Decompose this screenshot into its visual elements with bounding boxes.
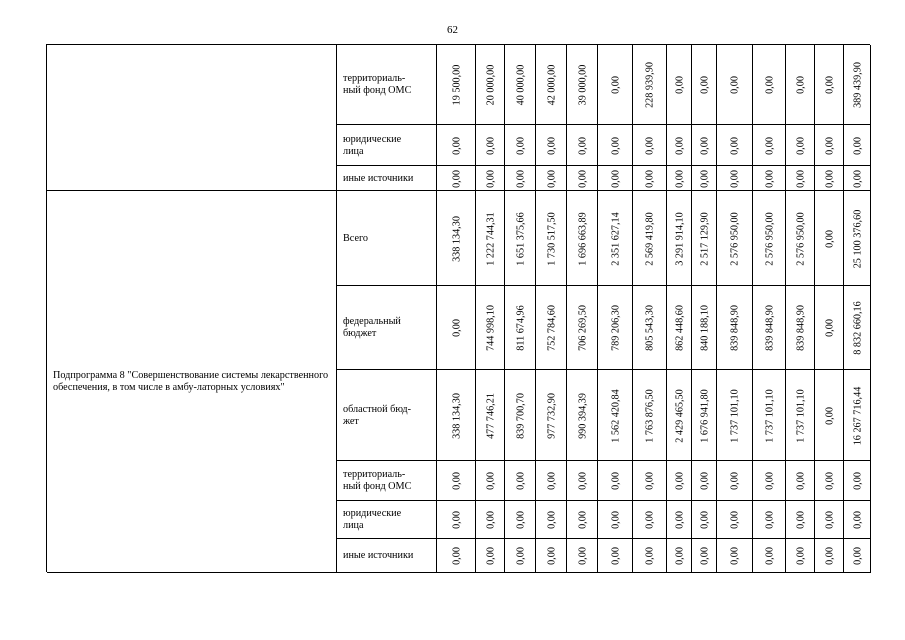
value-cell: 0,00 <box>699 136 710 155</box>
value-cell: 1 737 101,10 <box>795 388 806 443</box>
value-cell: 0,00 <box>795 136 806 155</box>
value-cell: 0,00 <box>546 547 557 565</box>
value-cell: 0,00 <box>610 511 621 529</box>
value-cell: 0,00 <box>795 547 806 565</box>
value-cell: 1 222 744,31 <box>485 211 496 266</box>
funding-source-label: иные источники <box>343 550 414 561</box>
value-cell: 0,00 <box>729 511 741 529</box>
value-cell: 839 848,90 <box>795 305 806 351</box>
value-cell: 1 763 876,50 <box>644 388 656 443</box>
value-cell: 0,00 <box>451 136 462 155</box>
value-cell: 0,00 <box>824 169 835 188</box>
value-cell: 752 784,60 <box>546 305 557 351</box>
value-cell: 0,00 <box>610 136 621 155</box>
value-cell: 862 448,60 <box>674 305 685 351</box>
value-cell: 2 576 950,00 <box>795 211 806 266</box>
value-cell: 0,00 <box>795 169 806 188</box>
value-cell: 0,00 <box>485 136 496 155</box>
value-cell: 0,00 <box>674 547 685 565</box>
value-cell: 0,00 <box>764 547 775 565</box>
value-cell: 0,00 <box>515 472 526 490</box>
value-cell: 0,00 <box>729 169 741 188</box>
value-cell: 477 746,21 <box>485 392 496 439</box>
value-cell: 0,00 <box>451 547 462 565</box>
value-cell: 0,00 <box>644 547 656 565</box>
value-cell: 0,00 <box>674 169 685 188</box>
funding-source-label: юридические лица <box>343 133 402 157</box>
funding-source-label: территориаль- ный фонд ОМС <box>343 469 412 492</box>
value-cell: 0,00 <box>852 472 863 490</box>
value-cell: 2 351 627,14 <box>610 211 621 266</box>
value-cell: 0,00 <box>824 547 835 565</box>
value-cell: 0,00 <box>824 406 835 425</box>
value-cell: 0,00 <box>515 547 526 565</box>
value-cell: 2 576 950,00 <box>729 211 741 266</box>
value-cell: 0,00 <box>674 472 685 490</box>
value-cell: 0,00 <box>577 169 588 188</box>
value-cell: 0,00 <box>699 76 710 94</box>
value-cell: 0,00 <box>546 136 557 155</box>
budget-table <box>46 44 870 572</box>
value-cell: 1 651 375,66 <box>515 211 526 266</box>
value-cell: 338 134,30 <box>451 392 462 439</box>
value-cell: 977 732,90 <box>546 392 557 439</box>
value-cell: 0,00 <box>852 547 863 565</box>
value-cell: 789 206,30 <box>610 305 621 351</box>
value-cell: 0,00 <box>699 511 710 529</box>
value-cell: 0,00 <box>795 472 806 490</box>
value-cell: 0,00 <box>699 169 710 188</box>
value-cell: 389 439,90 <box>852 62 863 108</box>
value-cell: 1 737 101,10 <box>729 388 741 443</box>
value-cell: 0,00 <box>610 169 621 188</box>
value-cell: 0,00 <box>644 511 656 529</box>
value-cell: 0,00 <box>764 76 775 94</box>
value-cell: 2 576 950,00 <box>764 211 775 266</box>
value-cell: 0,00 <box>546 472 557 490</box>
value-cell: 25 100 376,60 <box>852 209 863 268</box>
funding-source-label: федеральный бюджет <box>343 316 401 339</box>
value-cell: 0,00 <box>674 136 685 155</box>
funding-source-label: иные источники <box>343 172 414 184</box>
value-cell: 0,00 <box>451 169 462 188</box>
value-cell: 0,00 <box>764 136 775 155</box>
value-cell: 1 737 101,10 <box>764 388 775 443</box>
value-cell: 0,00 <box>729 472 741 490</box>
funding-source-label: Всего <box>343 232 368 244</box>
value-cell: 0,00 <box>852 136 863 155</box>
value-cell: 839 700,70 <box>515 392 526 439</box>
value-cell: 0,00 <box>515 511 526 529</box>
value-cell: 0,00 <box>546 511 557 529</box>
value-cell: 0,00 <box>610 547 621 565</box>
value-cell: 805 543,30 <box>644 305 656 351</box>
value-cell: 0,00 <box>451 511 462 529</box>
value-cell: 0,00 <box>852 511 863 529</box>
funding-source-label: юридические лица <box>343 508 402 531</box>
value-cell: 0,00 <box>699 547 710 565</box>
value-cell: 839 848,90 <box>764 305 775 351</box>
value-cell: 0,00 <box>824 511 835 529</box>
value-cell: 839 848,90 <box>729 305 741 351</box>
value-cell: 0,00 <box>764 169 775 188</box>
value-cell: 2 429 465,50 <box>674 388 685 443</box>
value-cell: 42 000,00 <box>546 64 557 106</box>
value-cell: 0,00 <box>451 319 462 337</box>
value-cell: 0,00 <box>824 472 835 490</box>
value-cell: 19 500,00 <box>451 64 462 106</box>
value-cell: 2 569 419,80 <box>644 211 656 266</box>
value-cell: 0,00 <box>824 319 835 337</box>
value-cell: 840 188,10 <box>699 305 710 351</box>
row-border <box>47 572 871 573</box>
value-cell: 0,00 <box>824 136 835 155</box>
value-cell: 0,00 <box>764 472 775 490</box>
value-cell: 0,00 <box>795 511 806 529</box>
value-cell: 0,00 <box>674 76 685 94</box>
value-cell: 0,00 <box>515 169 526 188</box>
value-cell: 338 134,30 <box>451 215 462 262</box>
value-cell: 0,00 <box>644 169 656 188</box>
value-cell: 811 674,96 <box>515 305 526 351</box>
value-cell: 0,00 <box>610 472 621 490</box>
value-cell: 0,00 <box>644 136 656 155</box>
value-cell: 0,00 <box>577 511 588 529</box>
value-cell: 0,00 <box>451 472 462 490</box>
value-cell: 0,00 <box>795 76 806 94</box>
value-cell: 0,00 <box>577 136 588 155</box>
value-cell: 0,00 <box>485 511 496 529</box>
value-cell: 1 676 941,80 <box>699 388 710 443</box>
value-cell: 0,00 <box>485 169 496 188</box>
value-cell: 706 269,50 <box>577 305 588 351</box>
value-cell: 1 730 517,50 <box>546 211 557 266</box>
funding-source-label: областной бюд- жет <box>343 403 411 427</box>
program-name: Подпрограмма 8 "Совершенствование системы лекарственного обеспечения, в том числе в амбу-латорных условиях" <box>53 370 329 393</box>
value-cell: 0,00 <box>764 511 775 529</box>
value-cell: 3 291 914,10 <box>674 211 685 266</box>
value-cell: 0,00 <box>729 547 741 565</box>
value-cell: 0,00 <box>729 136 741 155</box>
value-cell: 39 000,00 <box>577 64 588 106</box>
value-cell: 0,00 <box>824 76 835 94</box>
value-cell: 0,00 <box>852 169 863 188</box>
value-cell: 0,00 <box>577 472 588 490</box>
value-cell: 0,00 <box>729 76 741 94</box>
value-cell: 0,00 <box>644 472 656 490</box>
value-cell: 8 832 660,16 <box>852 301 863 355</box>
value-cell: 0,00 <box>824 229 835 248</box>
value-cell: 744 998,10 <box>485 305 496 351</box>
value-cell: 990 394,39 <box>577 392 588 439</box>
value-cell: 0,00 <box>546 169 557 188</box>
funding-source-label: территориаль- ный фонд ОМС <box>343 73 412 96</box>
page-number: 62 <box>447 24 458 36</box>
value-cell: 0,00 <box>485 547 496 565</box>
value-cell: 228 939,90 <box>644 62 656 108</box>
value-cell: 40 000,00 <box>515 64 526 106</box>
value-cell: 1 696 663,89 <box>577 211 588 266</box>
value-cell: 2 517 129,90 <box>699 211 710 266</box>
value-cell: 0,00 <box>699 472 710 490</box>
value-cell: 0,00 <box>485 472 496 490</box>
value-cell: 20 000,00 <box>485 64 496 106</box>
value-cell: 0,00 <box>577 547 588 565</box>
value-cell: 16 267 716,44 <box>852 386 863 445</box>
value-cell: 0,00 <box>674 511 685 529</box>
value-cell: 1 562 420,84 <box>610 388 621 443</box>
value-cell: 0,00 <box>515 136 526 155</box>
value-cell: 0,00 <box>610 76 621 94</box>
